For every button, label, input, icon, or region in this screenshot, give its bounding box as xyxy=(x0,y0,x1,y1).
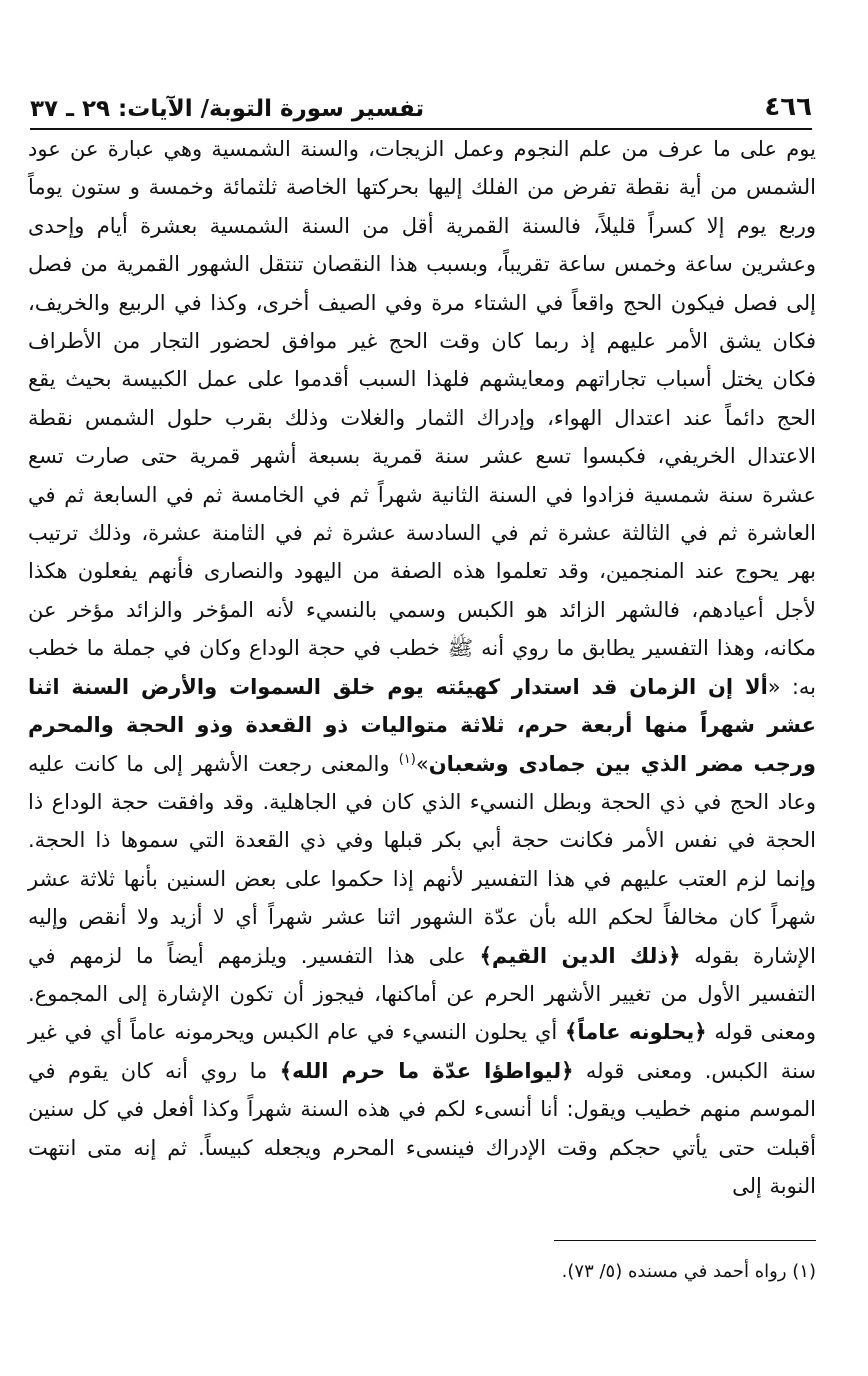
main-text xyxy=(28,130,816,1250)
paragraph xyxy=(28,130,816,1205)
footnote: (١) رواه أحمد في مسنده (٥/ ٧٣). xyxy=(561,1261,816,1282)
quran-quote: ﴿يحلونه عاماً﴾ xyxy=(565,1020,707,1045)
text-segment: والمعنى رجعت الأشهر إلى ما كانت عليه وعاد الحج في ذي الحجة وبطل النسيء الذي كان في الجاهلية. وقد وافقت حجة الوداع ذا الحجة في نفس الأمر فكانت حجة أبي بكر قبلها وفي ذي القعدة التي سموها ذا الحجة. وإنما لزم العتب عليهم في هذا التفسير لأنهم إذا حكموا على بعض السنين بأنها ثلاثة عشر شهراً كان مخالفاً لحكم الله بأن عدّة الشهور اثنا عشر شهراً أي لا أزيد ولا أنقص وإليه الإشارة بقوله xyxy=(28,751,816,968)
footnote-divider xyxy=(554,1240,816,1241)
quran-quote: ﴿ليواطؤا عدّة ما حرم الله﴾ xyxy=(279,1058,574,1083)
hadith-quote: ألا إن الزمان قد استدار كهيئته يوم خلق السموات والأرض السنة اثنا عشر شهراً منها أربعة حرم، ثلاثة متواليات ذو القعدة وذو الحجة والمحرم ورجب مضر الذي بين جمادى وشعبان xyxy=(28,674,816,776)
text-segment: ما روي أنه كان يقوم في الموسم منهم خطيب ويقول: أنا أنسىء لكم في هذه السنة شهراً وكذا أفعل في كل سنين أقبلت حتى يأتي حجكم وقت الإدراك فينسىء المحرم ويجعله كبيساً. ثم إنه متى انتهت النوبة إلى xyxy=(28,1058,816,1198)
text-segment: يوم على ما عرف من علم النجوم وعمل الزيجات، والسنة الشمسية وهي عبارة عن عود الشمس من أية نقطة تفرض من الفلك إليها بحركتها الخاصة ثلثمائة وخمسة و ستون يوماً وربع يوم إلا كسراً قليلاً، فالسنة القمرية أقل من السنة الشمسية بعشرة أيام وإحدى وعشرين ساعة وخمس ساعة تقريباً، وبسبب هذا النقصان تنتقل الشهور القمرية من فصل إلى فصل فيكون الحج واقعاً في الشتاء مرة وفي الصيف أخرى، وكذا في الربيع والخريف، فكان يشق الأمر عليهم إذ ربما كان وقت الحج غير موافق لحضور التجار من الأطراف فكان يختل أسباب تجاراتهم ومعايشهم فلهذا السبب أقدموا على عمل الكبيسة بحيث يقع الحج دائماً عند اعتدال الهواء، وإدراك الثمار والغلات وذلك بقرب حلول الشمس نقطة الاعتدال الخريفي، فكبسوا تسع عشر سنة قمرية بسبعة أشهر قمرية حتى صارت تسع عشرة سنة شمسية فزادوا في السنة الثانية شهراً ثم في الخامسة ثم في السابعة ثم في العاشرة ثم في الثالثة عشرة ثم في السادسة عشرة ثم في الثامنة عشرة، وذلك ترتيب بهر يحوج عند المنجمين، وقد تعلموا هذه الصفة من اليهود والنصارى فأنهم يفعلون هكذا لأجل أعيادهم، فالشهر الزائد هو الكبس وسمي بالنسيء لأنه المؤخر والزائد مؤخر عن مكانه، وهذا التفسير يطابق ما روي أنه ﷺ خطب في حجة الوداع وكان في جملة ما خطب به: « xyxy=(28,137,816,699)
page-header xyxy=(30,78,812,130)
quote-close: » xyxy=(415,751,429,776)
running-title: تفسير سورة التوبة/ الآيات: ٢٩ ـ ٣٧ xyxy=(30,96,425,122)
text-segment: على هذا التفسير. ويلزمهم أيضاً ما لزمهم في التفسير الأول من تغيير الأشهر الحرم عن أماكنها، فيجوز أن تكون الإشارة إلى المجموع. ومعنى قوله xyxy=(28,943,816,1045)
text-segment: أي يحلون النسيء في عام الكبس ويحرمونه عاماً أي في غير سنة الكبس. ومعنى قوله xyxy=(28,1020,817,1083)
page-number: ٤٦٦ xyxy=(764,92,812,122)
footnote-marker: (١) xyxy=(398,751,416,767)
quran-quote: ﴿ذلك الدين القيم﴾ xyxy=(479,943,681,968)
